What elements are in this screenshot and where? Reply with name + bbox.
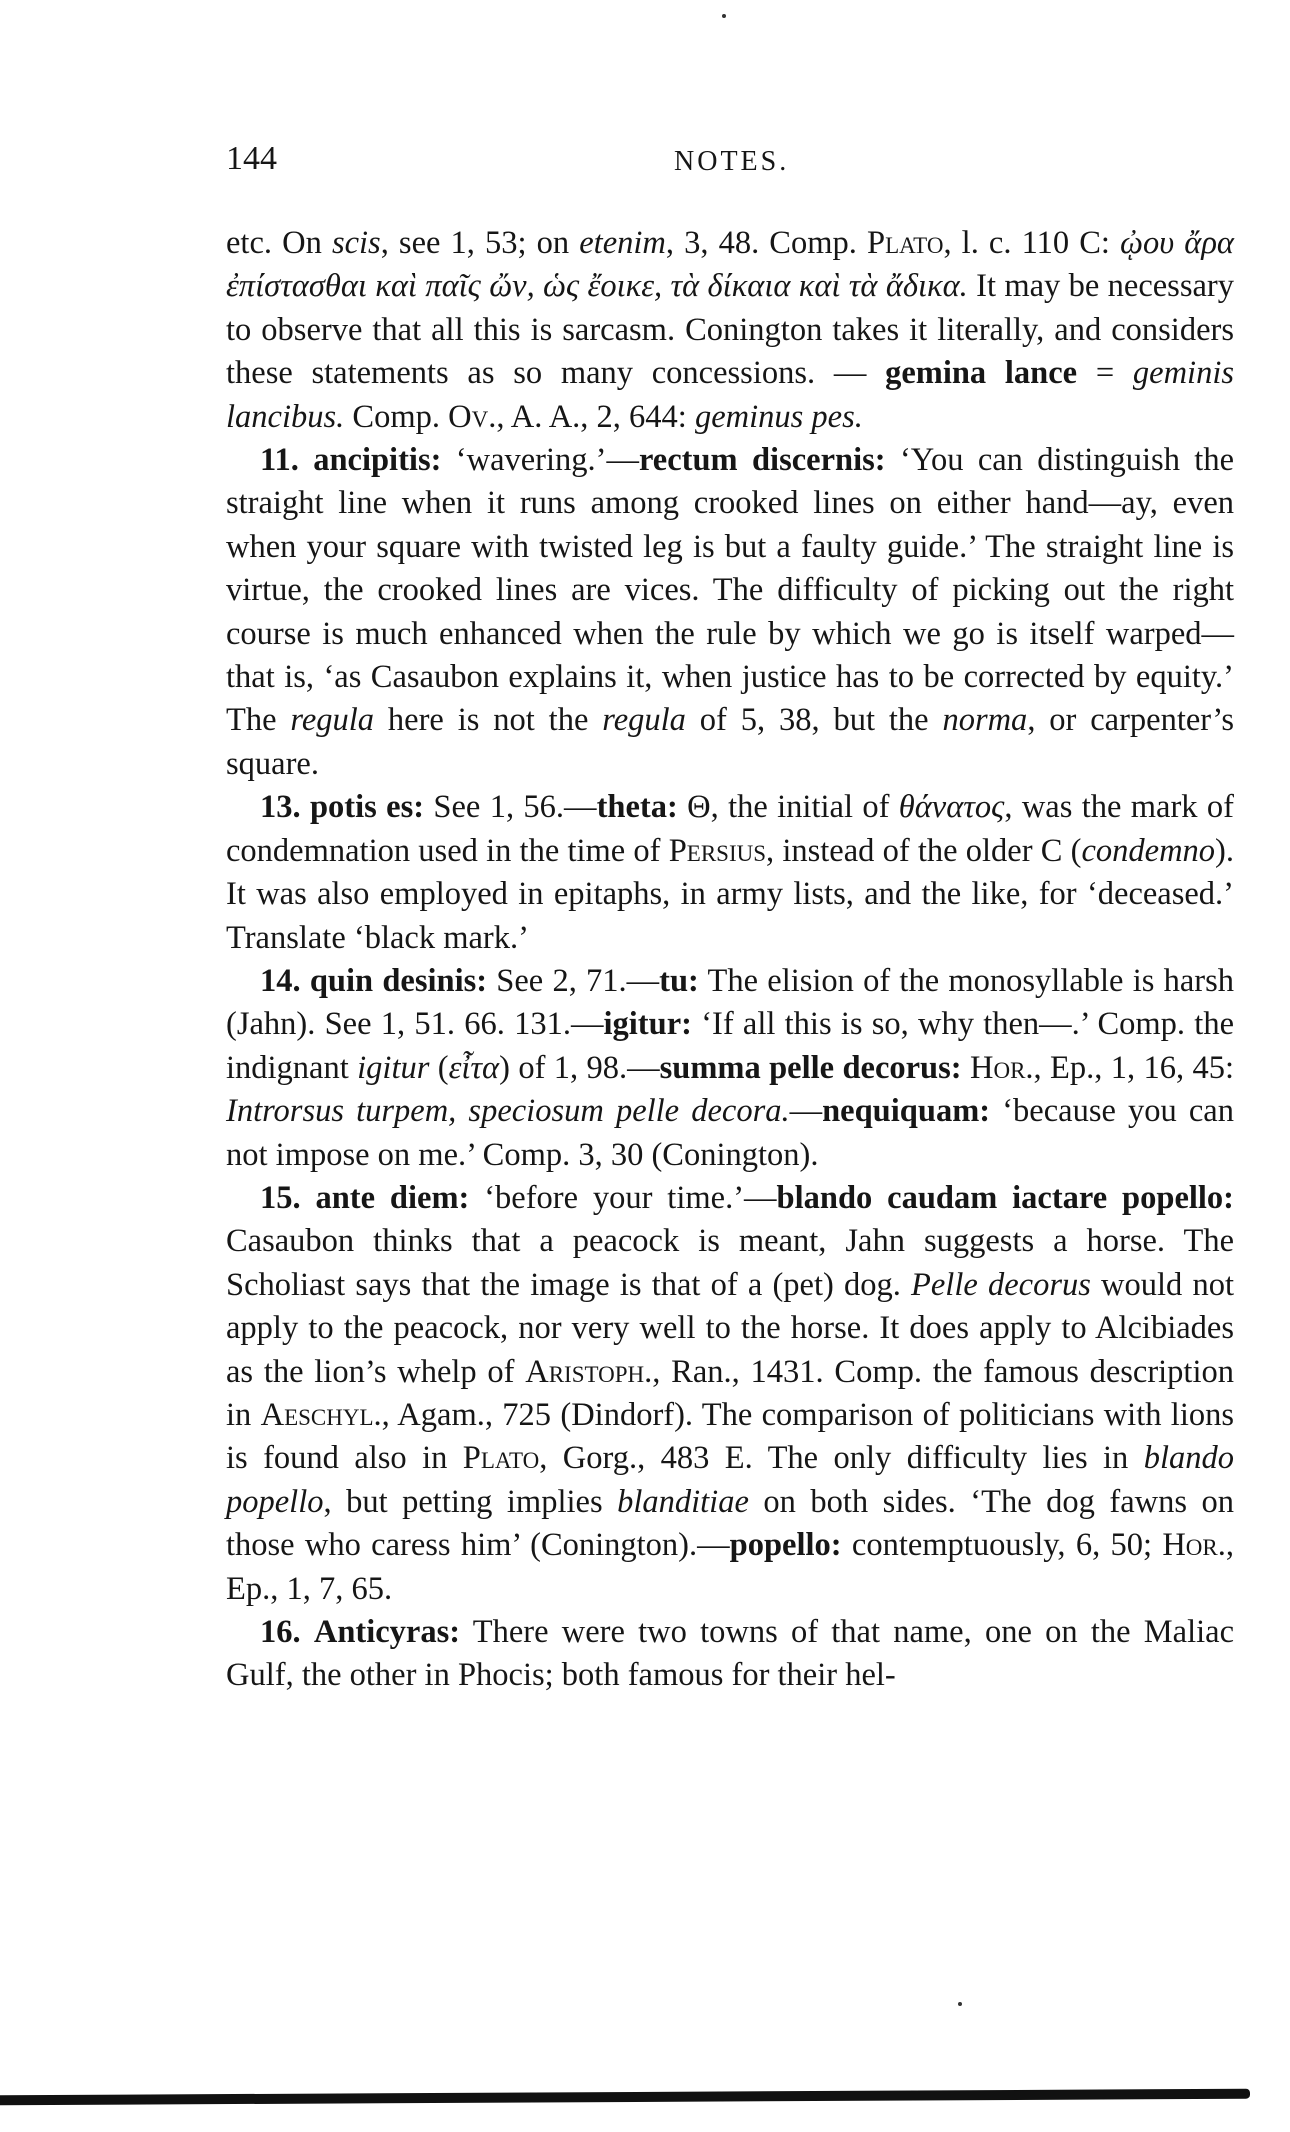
lemma: igitur: <box>603 1006 692 1043</box>
page-header <box>226 140 1066 190</box>
text-run: , Ep., 1, 16, 45: <box>1033 1049 1235 1086</box>
latin-term: geminis lancibus. <box>226 355 1234 435</box>
lemma: gemina lance <box>885 355 1078 392</box>
latin-term: geminus pes. <box>694 398 863 435</box>
lemma: ancipitis: <box>313 442 442 479</box>
text-run: = <box>1077 355 1133 392</box>
text-run: , A. A., 2, 644: <box>496 398 695 435</box>
text-run: ‘because you can not impose on me.’ Comp. 3, 30 (Conington). <box>226 1093 1234 1173</box>
page-number: 144 <box>226 140 277 177</box>
note-number: 13. <box>260 789 301 826</box>
text-run: Θ, the initial of <box>677 789 899 826</box>
latin-quote: Introrsus turpem, speciosum pelle decora. <box>226 1093 790 1130</box>
text-run: The elision of the monosyllable is harsh (Jahn). See 1, 51. 66. 131.— <box>226 962 1234 1043</box>
text-run: , was the mark of condemnation used in the time of <box>226 789 1234 869</box>
text-run: , 3, 48. Comp. <box>665 225 867 261</box>
latin-term: regula <box>602 702 686 739</box>
text-run: ‘You can distinguish the straight line when it runs among crooked lines on either hand—ay, even when your square with twisted leg is but a faulty guide.’ The straight line is virtue, the crooked lines are vices. The difficulty of picking out the right course is much enhanced when the rule by which we go is itself warped—that is, ‘as Casaubon explains it, when justice has to be corrected by equity.’ The <box>226 442 1235 739</box>
text-run: ). It was also employed in epitaphs, in army lists, and the like, for ‘deceased.’ Translate ‘black mark.’ <box>226 832 1234 956</box>
print-speck <box>722 14 726 18</box>
latin-term: condemno <box>1081 832 1216 869</box>
latin-term: regula <box>290 702 375 739</box>
note-16 <box>226 1611 1234 1698</box>
text-run: There were two towns of that name, one on the Maliac Gulf, the other in Phocis; both famous for their hel- <box>226 1614 1235 1694</box>
latin-term: igitur <box>357 1049 430 1086</box>
text-run: ) of 1, 98.— <box>499 1049 660 1086</box>
author-name: Ov. <box>448 398 497 435</box>
greek-word: εἶτα <box>448 1049 500 1086</box>
text-run: It may be necessary to observe that all this is sarcasm. Conington takes it literally, and considers these statements as so many concessions. — <box>226 268 1234 392</box>
latin-term: blando popello <box>226 1440 1234 1520</box>
text-run: , Ran., 1431. Comp. the famous description in <box>226 1353 1234 1433</box>
author-name: Hor. <box>969 1049 1034 1086</box>
text-run: , or carpenter’s square. <box>226 702 1235 782</box>
note-number: 14. <box>260 962 301 999</box>
print-speck <box>958 2002 962 2006</box>
text-run: , Agam., 725 (Dindorf). The comparison of politicians with lions is found also in <box>226 1396 1235 1477</box>
text-run: ‘If all this is so, why then—.’ Comp. the indignant <box>226 1006 1234 1086</box>
lemma: summa pelle decorus: <box>659 1049 962 1086</box>
note-11 <box>226 439 1234 786</box>
text-run: — <box>789 1093 823 1130</box>
greek-quote: ᾠου ἄρα ἐπίστασθαι καὶ παῖς ὤν, ὡς ἔοικε, τὰ δίκαια καὶ τὰ ἄδικα. <box>226 225 1234 305</box>
text-run: , see 1, 53; on <box>380 225 580 261</box>
lemma: theta: <box>596 789 678 826</box>
lemma: tu: <box>659 962 699 999</box>
text-run: See 2, 71.— <box>487 962 660 999</box>
author-name: Aristoph. <box>525 1353 653 1390</box>
latin-term: blanditiae <box>617 1483 749 1520</box>
latin-term: etenim <box>579 225 666 261</box>
text-run: etc. On <box>226 225 332 261</box>
lemma: quin desinis: <box>309 962 488 999</box>
text-run: , instead of the older C ( <box>766 832 1082 869</box>
latin-term: scis <box>331 225 381 261</box>
text-run: , Ep., 1, 7, 65. <box>226 1527 1234 1607</box>
note-number: 11. <box>260 442 299 479</box>
running-head: NOTES. <box>674 146 790 177</box>
text-run <box>962 1050 970 1086</box>
note-13 <box>226 786 1234 960</box>
greek-word: θάνατος <box>898 789 1005 826</box>
text-run: contemptuously, 6, 50; <box>841 1527 1163 1564</box>
author-name: Persius <box>668 832 767 869</box>
text-run: Comp. <box>344 398 449 435</box>
text-run: of 5, 38, but the <box>685 702 943 739</box>
page-edge-rule <box>0 2089 1250 2106</box>
lemma: nequiquam: <box>822 1093 991 1130</box>
text-run: , l. c. 110 C: <box>943 225 1121 261</box>
text-run: Casaubon thinks that a peacock is meant, Jahn suggests a horse. The Scholiast says that the image is that of a (pet) dog. <box>226 1223 1234 1303</box>
text-run: , but petting implies <box>323 1483 618 1520</box>
author-name: Hor. <box>1162 1527 1226 1564</box>
notes-body <box>226 222 1234 1698</box>
text-run: ‘before your time.’— <box>469 1179 777 1216</box>
text-run: on both sides. ‘The dog fawns on those who caress him’ (Conington).— <box>226 1483 1235 1564</box>
lemma: potis es: <box>309 789 425 826</box>
lemma: popello: <box>729 1527 842 1564</box>
lemma: Anticyras: <box>313 1614 461 1650</box>
lemma: rectum discernis: <box>638 442 886 479</box>
text-run: here is not the <box>374 702 603 739</box>
text-run: See 1, 56.— <box>424 789 597 826</box>
continued-paragraph <box>226 222 1234 439</box>
author-name: Plato <box>462 1440 540 1477</box>
text-run: ( <box>429 1049 449 1086</box>
text-run: would not apply to the peacock, nor very well to the horse. It does apply to Alcibiades as the lion’s whelp of <box>226 1266 1235 1390</box>
note-number: 15. <box>260 1179 301 1216</box>
latin-term: Pelle decorus <box>911 1266 1091 1303</box>
text-run: ‘wavering.’— <box>441 442 639 479</box>
text-run: , Gorg., 483 E. The only difficulty lies in <box>539 1440 1144 1477</box>
note-14 <box>226 960 1234 1177</box>
latin-term: norma <box>942 702 1028 739</box>
lemma: blando caudam iactare popello: <box>776 1179 1235 1216</box>
note-number: 16. <box>260 1614 301 1650</box>
author-name: Aeschyl. <box>260 1396 382 1433</box>
note-15 <box>226 1177 1234 1611</box>
author-name: Plato <box>867 225 944 261</box>
lemma: ante diem: <box>315 1179 470 1216</box>
